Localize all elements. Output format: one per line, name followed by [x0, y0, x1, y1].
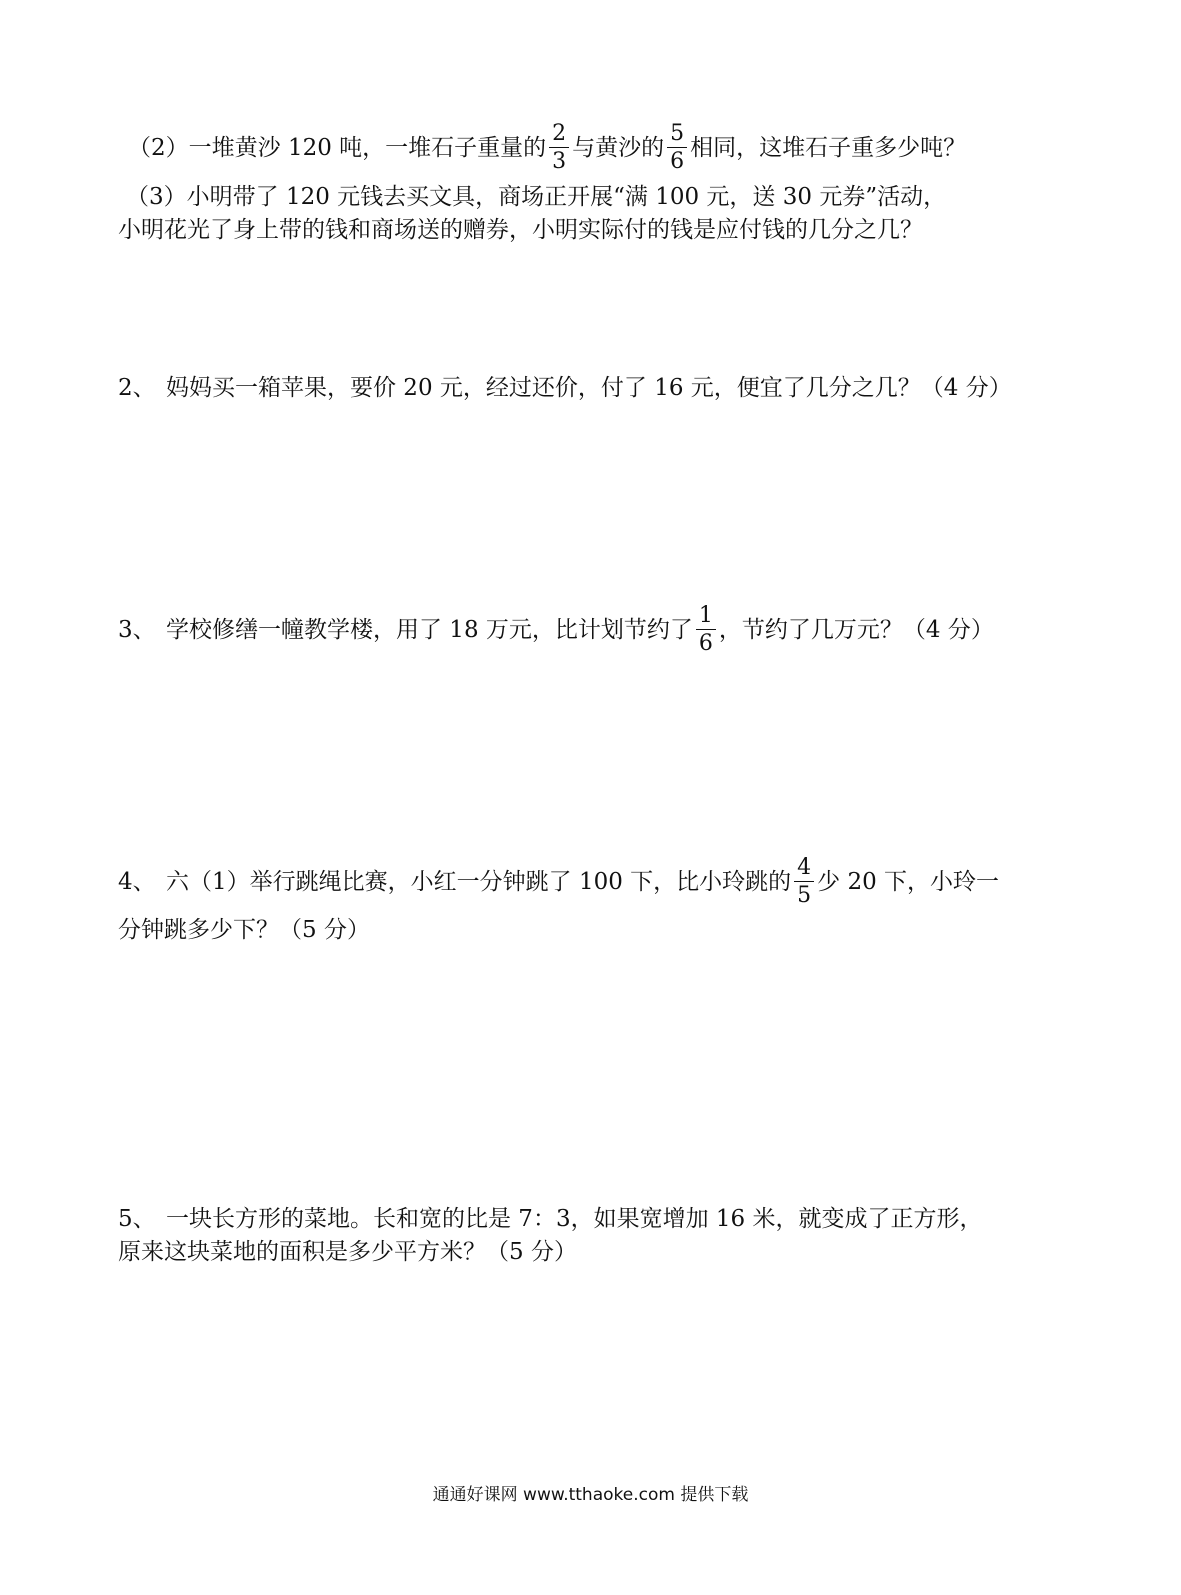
fraction-denominator: 6 — [670, 149, 685, 174]
question-5-line-1 — [118, 1204, 982, 1234]
fraction-denominator: 6 — [698, 631, 713, 656]
question-4-line-2 — [118, 915, 370, 945]
question-text: 学校修缮一幢教学楼，用了 18 万元，比计划节约了 — [166, 616, 693, 643]
question-1-part-3-line-2 — [118, 215, 923, 245]
question-text: 原来这块菜地的面积是多少平方米？（5 分） — [118, 1238, 577, 1265]
fraction-numerator: 5 — [667, 123, 687, 148]
question-text: （2）一堆黄沙 120 吨，一堆石子重量的 — [128, 134, 547, 161]
question-number: 3、 — [118, 616, 156, 643]
fraction-two-thirds — [549, 123, 569, 173]
question-text: 一块长方形的菜地。长和宽的比是 7：3，如果宽增加 16 米，就变成了正方形， — [166, 1205, 983, 1232]
fraction-numerator: 2 — [549, 123, 569, 148]
question-5-line-2 — [118, 1237, 577, 1267]
question-2 — [118, 373, 1012, 403]
question-text: 相同，这堆石子重多少吨？ — [690, 134, 967, 161]
fraction-denominator: 3 — [552, 149, 567, 174]
fraction-one-sixth — [696, 605, 716, 655]
fraction-five-sixths — [667, 123, 687, 173]
question-number: 2、 — [118, 374, 156, 401]
question-text: 妈妈买一箱苹果，要价 20 元，经过还价，付了 16 元，便宜了几分之几？（4 分） — [166, 374, 1012, 401]
fraction-numerator: 1 — [696, 605, 716, 630]
question-4-line-1 — [118, 854, 999, 910]
question-number: 5、 — [118, 1205, 156, 1232]
question-3 — [118, 602, 994, 658]
question-text: （3）小明带了 120 元钱去买文具，商场正开展“满 100 元，送 30 元券”活动， — [126, 183, 947, 210]
page-footer: 通通好课网 www.tthaoke.com 提供下载 — [432, 1485, 749, 1505]
question-number: 4、 — [118, 868, 156, 895]
question-text: 六（1）举行跳绳比赛，小红一分钟跳了 100 下，比小玲跳的 — [166, 868, 792, 895]
question-text: ，节约了几万元？（4 分） — [718, 616, 994, 643]
fraction-numerator: 4 — [794, 857, 814, 882]
question-text: 少 20 下，小玲一 — [817, 868, 1000, 895]
fraction-four-fifths — [794, 857, 814, 907]
question-text: 小明花光了身上带的钱和商场送的赠券，小明实际付的钱是应付钱的几分之几？ — [118, 216, 923, 243]
question-text: 与黄沙的 — [572, 134, 665, 161]
fraction-denominator: 5 — [797, 883, 812, 908]
question-text: 分钟跳多少下？（5 分） — [118, 916, 370, 943]
question-1-part-2 — [128, 120, 966, 176]
question-1-part-3-line-1 — [126, 182, 946, 212]
